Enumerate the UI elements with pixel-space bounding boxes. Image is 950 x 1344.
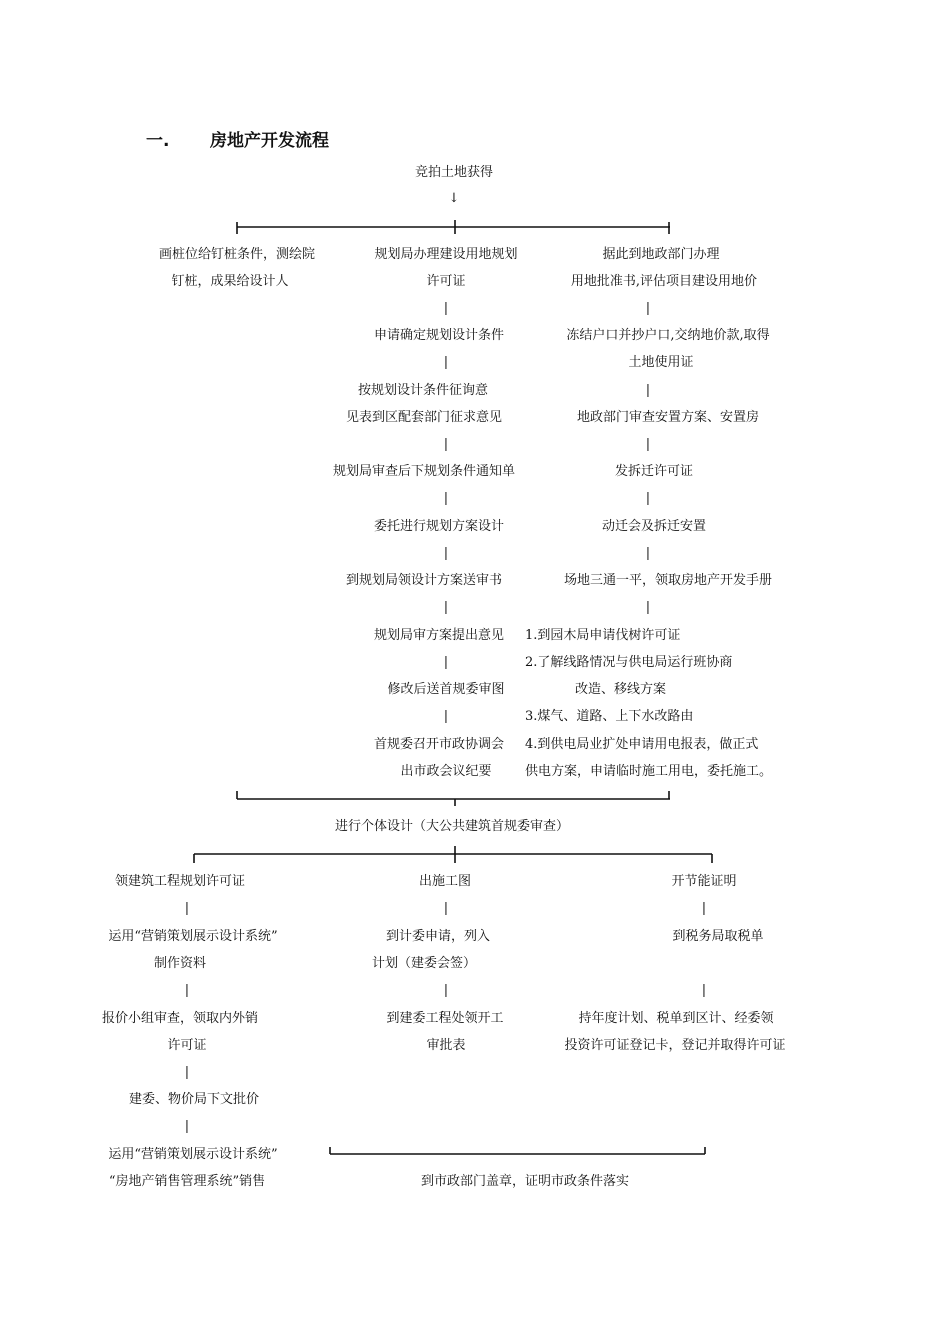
bottom-mid-step-2a: 到计委申请，列入 [385, 929, 491, 944]
right-note-2b: 改造、移线方案 [575, 682, 667, 697]
bottom-left-connector-2: | [184, 983, 190, 998]
bottom-mid-connector-1: | [443, 901, 449, 916]
right-note-2a: 2.了解线路情况与供电局运行班协商 [525, 655, 733, 670]
section-number: 一. [146, 131, 170, 151]
right-connector-3: | [645, 437, 651, 452]
mid-step-1b: 许可证 [426, 274, 466, 289]
bottom-left-step-2b: 制作资料 [153, 956, 207, 971]
bottom-right-step-1: 开节能证明 [671, 874, 737, 889]
bottom-right-step-2: 到税务局取税单 [672, 929, 764, 944]
bottom-mid-step-2b: 计划（建委会签） [371, 956, 477, 971]
mid-connector-1: | [443, 301, 449, 316]
bottom-left-step-3b: 许可证 [167, 1038, 207, 1053]
right-connector-2: | [645, 383, 651, 398]
right-step-1b: 用地批准书,评估项目建设用地价 [570, 274, 758, 289]
bottom-left-step-3a: 报价小组审查，领取内外销 [101, 1011, 259, 1026]
mid-connector-6: | [443, 600, 449, 615]
mid-connector-5: | [443, 546, 449, 561]
bottom-left-step-4: 建委、物价局下文批价 [128, 1092, 260, 1107]
mid-step-5: 委托进行规划方案设计 [373, 519, 505, 534]
mid-step-3a: 按规划设计条件征询意 [357, 383, 489, 398]
right-connector-4: | [645, 491, 651, 506]
bottom-right-connector-1: | [701, 901, 707, 916]
mid-step-8: 修改后送首规委审图 [387, 682, 505, 697]
mid-step-9b: 出市政会议纪要 [400, 764, 492, 779]
right-step-1a: 据此到地政部门办理 [602, 247, 720, 262]
bottom-left-step-5a: 运用“营销策划展示设计系统” [108, 1147, 278, 1162]
right-step-2a: 冻结户口并抄户口,交纳地价款,取得 [566, 328, 770, 343]
right-note-4a: 4.到供电局业扩处申请用电报表，做正式 [525, 737, 759, 752]
right-connector-1: | [645, 301, 651, 316]
mid-step-4: 规划局审查后下规划条件通知单 [332, 464, 516, 479]
bottom-left-step-1: 领建筑工程规划许可证 [114, 874, 246, 889]
final-node: 到市政部门盖章，证明市政条件落实 [420, 1174, 630, 1189]
right-note-1: 1.到园木局申请伐树许可证 [525, 628, 681, 643]
right-step-3: 地政部门审查安置方案、安置房 [576, 410, 760, 425]
right-connector-5: | [645, 546, 651, 561]
bottom-mid-step-3a: 到建委工程处领开工 [386, 1011, 504, 1026]
right-step-6: 场地三通一平，领取房地产开发手册 [563, 573, 773, 588]
bottom-right-step-3a: 持年度计划、税单到区计、经委领 [578, 1011, 774, 1026]
down-arrow: ↓ [448, 191, 460, 206]
mid-connector-4: | [443, 491, 449, 506]
left-step-line2: 钉桩，成果给设计人 [171, 274, 289, 289]
right-connector-6: | [645, 600, 651, 615]
right-step-5: 动迁会及拆迁安置 [601, 519, 707, 534]
bottom-right-step-3b: 投资许可证登记卡，登记并取得许可证 [564, 1038, 786, 1053]
mid-step-6: 到规划局领设计方案送审书 [345, 573, 503, 588]
mid-step-9a: 首规委召开市政协调会 [373, 737, 505, 752]
right-note-4b: 供电方案，申请临时施工用电，委托施工。 [525, 764, 773, 779]
bottom-left-step-5b: “房地产销售管理系统”销售 [108, 1174, 266, 1189]
page-title: 房地产开发流程 [210, 131, 329, 151]
bottom-left-connector-1: | [184, 901, 190, 916]
right-note-3: 3.煤气、道路、上下水改路由 [525, 709, 694, 724]
bottom-left-connector-3: | [184, 1065, 190, 1080]
left-step-line1: 画桩位给钉桩条件，测绘院 [158, 247, 316, 262]
design-node: 进行个体设计（大公共建筑首规委审查） [334, 819, 570, 834]
right-step-2b: 土地使用证 [628, 355, 694, 370]
start-node: 竞拍土地获得 [414, 165, 494, 180]
mid-step-7: 规划局审方案提出意见 [373, 628, 505, 643]
bottom-left-step-2a: 运用“营销策划展示设计系统” [108, 929, 278, 944]
bottom-mid-step-3b: 审批表 [426, 1038, 466, 1053]
bottom-mid-step-1: 出施工图 [418, 874, 472, 889]
mid-connector-7: | [443, 655, 449, 670]
mid-step-1a: 规划局办理建设用地规划 [374, 247, 518, 262]
bottom-right-connector-2: | [701, 983, 707, 998]
mid-connector-8: | [443, 709, 449, 724]
mid-step-2: 申请确定规划设计条件 [373, 328, 505, 343]
bottom-left-connector-4: | [184, 1119, 190, 1134]
mid-connector-2: | [443, 355, 449, 370]
mid-connector-3: | [443, 437, 449, 452]
bottom-mid-connector-2: | [443, 983, 449, 998]
right-step-4: 发拆迁许可证 [614, 464, 694, 479]
mid-step-3b: 见表到区配套部门征求意见 [345, 410, 503, 425]
